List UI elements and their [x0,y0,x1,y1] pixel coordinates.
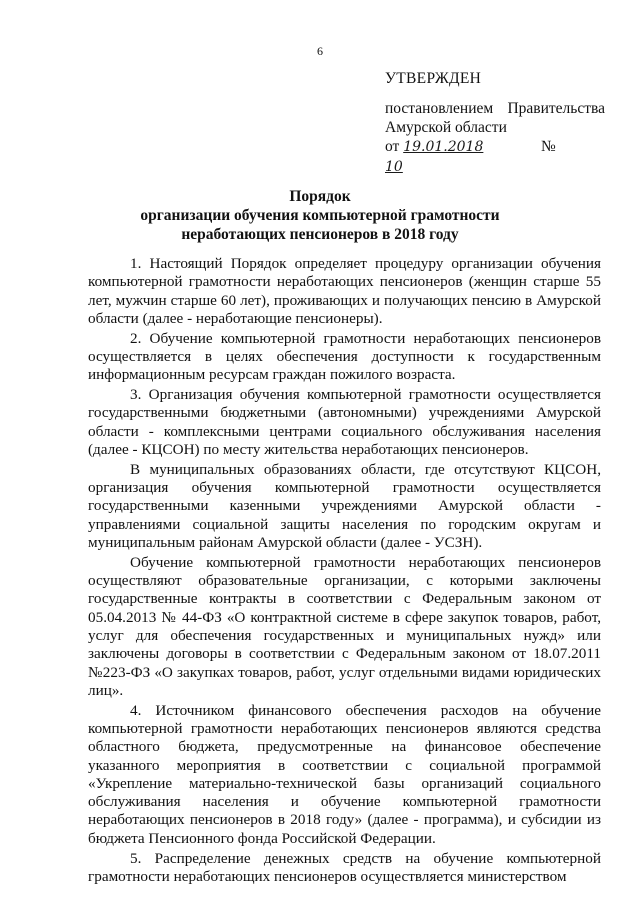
paragraph-6: 4. Источником финансового обеспечения расходов на обучение компьютерной грамотности неработающих пенсионеров являются средства областного бюджета, предусмотренные на финансовое обеспечение указанного мероприятия в соответствии с социальной программой «Укрепление материально-технической базы организаций социального обслуживания населения и обучение компьютерной грамотности неработающих пенсионеров в 2018 году» (далее - программа), и субсидии из бюджета Пенсионного фонда Российской Федерации. [88,701,601,847]
paragraph-3: 3. Организация обучения компьютерной грамотности осуществляется государственными бюджетными (автономными) учреждениями Амурской области - комплексными центрами социального обслуживания населения (далее - КЦСОН) по месту жительства неработающих пенсионеров. [88,386,601,458]
number-label: № [540,138,556,155]
date-prefix: от [385,138,400,155]
title-line-1: Порядок [289,188,351,205]
title-line-3: неработающих пенсионеров в 2018 году [181,226,459,243]
approval-line-1-left: постановлением [385,100,494,117]
document-body [88,255,601,888]
approval-line-1-right: Правительства [507,100,605,117]
approval-stamp [385,99,605,177]
approval-line-2: Амурской области [385,119,507,136]
paragraph-4: В муниципальных образованиях области, где отсутствуют КЦСОН, организация обучения компьютерной грамотности осуществляется государственными казенными учреждениями Амурской области - управлениями социальной защиты населения по городским округам и муниципальным районам Амурской области (далее - УСЗН). [88,460,601,551]
document-title [60,187,580,244]
paragraph-1: 1. Настоящий Порядок определяет процедуру организации обучения компьютерной грамотности неработающих пенсионеров (женщин старше 55 лет, мужчин старше 60 лет), проживающих и получающих пенсию в Амурской области (далее - неработающие пенсионеры). [88,255,601,327]
paragraph-2: 2. Обучение компьютерной грамотности неработающих пенсионеров осуществляется в целях обеспечения доступности к государственным информационным ресурсам граждан пожилого возраста. [88,329,601,384]
approval-heading: УТВЕРЖДЕН [385,70,482,87]
handwritten-date: 19.01.2018 [403,139,484,155]
handwritten-number: 10 [385,159,403,175]
title-line-2: организации обучения компьютерной грамотности [140,207,500,224]
approval-line-1 [385,99,605,118]
page-number: 6 [317,44,323,58]
paragraph-7: 5. Распределение денежных средств на обучение компьютерной грамотности неработающих пенсионеров осуществляется министерством [88,849,601,885]
approval-line-3 [385,137,605,177]
paragraph-5: Обучение компьютерной грамотности неработающих пенсионеров осуществляют образовательные организации, с которыми заключены государственные контракты в соответствии с Федеральным законом от 05.04.2013 № 44-ФЗ «О контрактной системе в сфере закупок товаров, работ, услуг для обеспечения государственных и муниципальных нужд» или заключены договоры в соответствии с Федеральным законом от 18.07.2011 №223-ФЗ «О закупках товаров, работ, услуг отдельными видами юридических лиц». [88,553,601,699]
